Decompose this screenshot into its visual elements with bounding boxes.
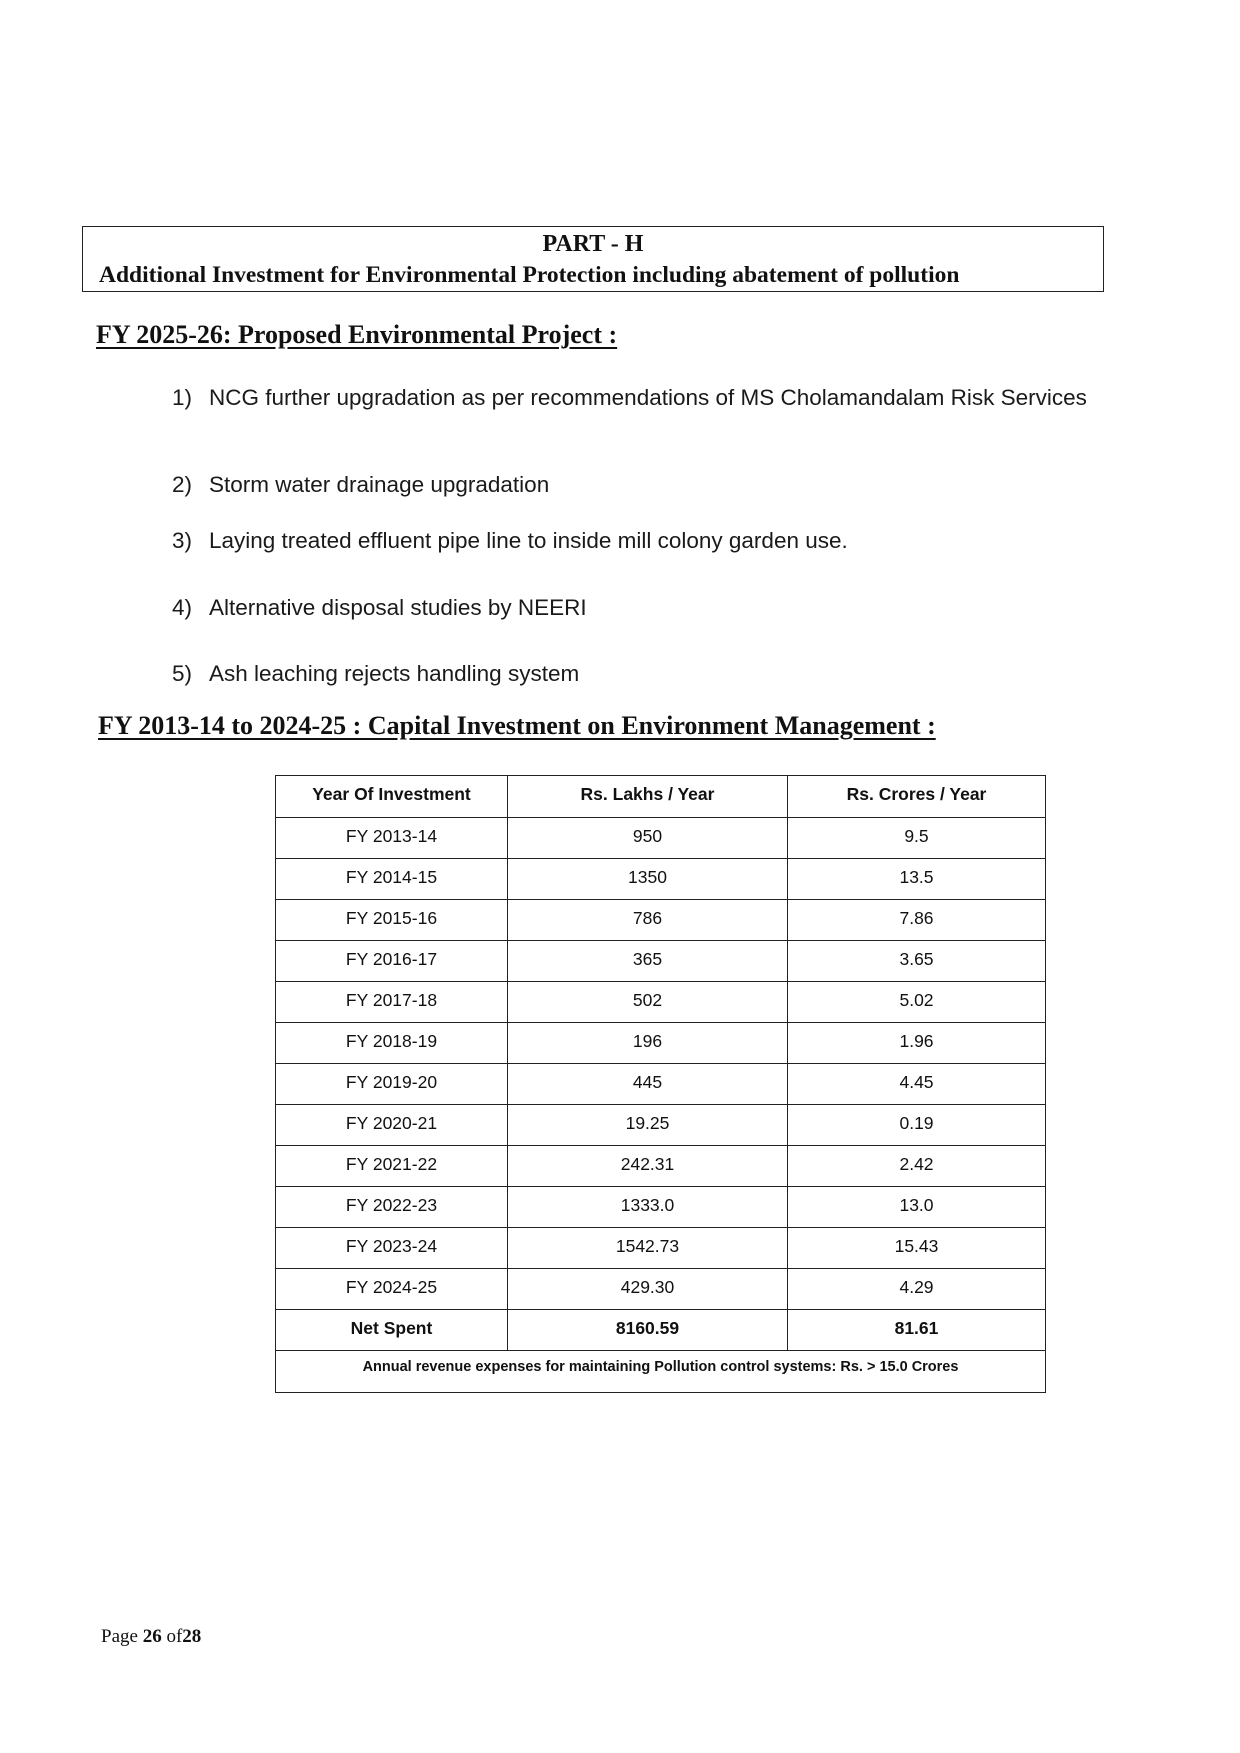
list-item-number: 4) [172, 595, 193, 620]
proposed-projects-heading: FY 2025-26: Proposed Environmental Project : [96, 320, 618, 349]
table-row [276, 900, 1046, 941]
year-cell: FY 2022-23 [276, 1187, 508, 1228]
table-row [276, 941, 1046, 982]
lakhs-cell: 445 [508, 1064, 788, 1105]
crores-cell: 5.02 [788, 982, 1046, 1023]
page-label: Page [101, 1626, 138, 1647]
crores-cell: 7.86 [788, 900, 1046, 941]
crores-cell: 9.5 [788, 818, 1046, 859]
part-header-box [82, 226, 1104, 292]
year-cell: FY 2014-15 [276, 859, 508, 900]
column-header-year: Year Of Investment [276, 776, 508, 818]
lakhs-cell: 502 [508, 982, 788, 1023]
lakhs-cell: 950 [508, 818, 788, 859]
table-row [276, 1269, 1046, 1310]
part-subtitle: Additional Investment for Environmental Protection including abatement of pollution [99, 262, 960, 288]
crores-cell: 3.65 [788, 941, 1046, 982]
table-row [276, 818, 1046, 859]
crores-cell: 15.43 [788, 1228, 1046, 1269]
year-cell: FY 2019-20 [276, 1064, 508, 1105]
list-item-number: 5) [172, 661, 193, 686]
lakhs-cell: 786 [508, 900, 788, 941]
page-total: 28 [182, 1626, 202, 1647]
lakhs-cell: 242.31 [508, 1146, 788, 1187]
table-note-row [276, 1351, 1046, 1393]
table-row [276, 1228, 1046, 1269]
list-item [172, 469, 1112, 500]
list-item-text: Storm water drainage upgradation [209, 472, 550, 497]
table-row [276, 1146, 1046, 1187]
year-cell: FY 2024-25 [276, 1269, 508, 1310]
list-item-number: 2) [172, 472, 193, 497]
crores-cell: 2.42 [788, 1146, 1046, 1187]
list-item-number: 1) [172, 385, 193, 410]
crores-cell: 4.45 [788, 1064, 1046, 1105]
year-cell: FY 2020-21 [276, 1105, 508, 1146]
crores-cell: 1.96 [788, 1023, 1046, 1064]
year-cell: FY 2015-16 [276, 900, 508, 941]
year-cell: FY 2013-14 [276, 818, 508, 859]
year-cell: FY 2018-19 [276, 1023, 508, 1064]
column-header-crores: Rs. Crores / Year [788, 776, 1046, 818]
crores-cell: 0.19 [788, 1105, 1046, 1146]
capital-investment-heading: FY 2013-14 to 2024-25 : Capital Investment on Environment Management : [98, 711, 936, 740]
lakhs-cell: 1350 [508, 859, 788, 900]
year-cell: FY 2021-22 [276, 1146, 508, 1187]
page-current: 26 [142, 1626, 162, 1647]
list-item [172, 592, 1112, 623]
total-crores-cell: 81.61 [788, 1310, 1046, 1351]
table-total-row [276, 1310, 1046, 1351]
lakhs-cell: 19.25 [508, 1105, 788, 1146]
table-row [276, 1105, 1046, 1146]
crores-cell: 4.29 [788, 1269, 1046, 1310]
table-header-row [276, 776, 1046, 818]
lakhs-cell: 429.30 [508, 1269, 788, 1310]
lakhs-cell: 196 [508, 1023, 788, 1064]
year-cell: FY 2023-24 [276, 1228, 508, 1269]
page-number [101, 1626, 201, 1648]
table-row [276, 859, 1046, 900]
page-of-label: of [166, 1626, 183, 1647]
list-item-text: Laying treated effluent pipe line to inside mill colony garden use. [209, 528, 848, 553]
crores-cell: 13.0 [788, 1187, 1046, 1228]
list-item [172, 382, 1112, 413]
part-title: PART - H [542, 231, 644, 257]
revenue-expenses-note: Annual revenue expenses for maintaining Pollution control systems: Rs. > 15.0 Crores [276, 1351, 1046, 1393]
lakhs-cell: 1333.0 [508, 1187, 788, 1228]
capital-investment-table [275, 775, 1046, 1393]
list-item [172, 525, 1112, 556]
column-header-lakhs: Rs. Lakhs / Year [508, 776, 788, 818]
list-item [172, 658, 1112, 689]
table-row [276, 1187, 1046, 1228]
list-item-text: Ash leaching rejects handling system [209, 661, 580, 686]
table-row [276, 1023, 1046, 1064]
lakhs-cell: 365 [508, 941, 788, 982]
year-cell: FY 2016-17 [276, 941, 508, 982]
list-item-text: NCG further upgradation as per recommendations of MS Cholamandalam Risk Services [209, 385, 1087, 410]
total-label-cell: Net Spent [276, 1310, 508, 1351]
total-lakhs-cell: 8160.59 [508, 1310, 788, 1351]
list-item-text: Alternative disposal studies by NEERI [209, 595, 587, 620]
crores-cell: 13.5 [788, 859, 1046, 900]
table-row [276, 1064, 1046, 1105]
year-cell: FY 2017-18 [276, 982, 508, 1023]
lakhs-cell: 1542.73 [508, 1228, 788, 1269]
table-row [276, 982, 1046, 1023]
list-item-number: 3) [172, 528, 193, 553]
